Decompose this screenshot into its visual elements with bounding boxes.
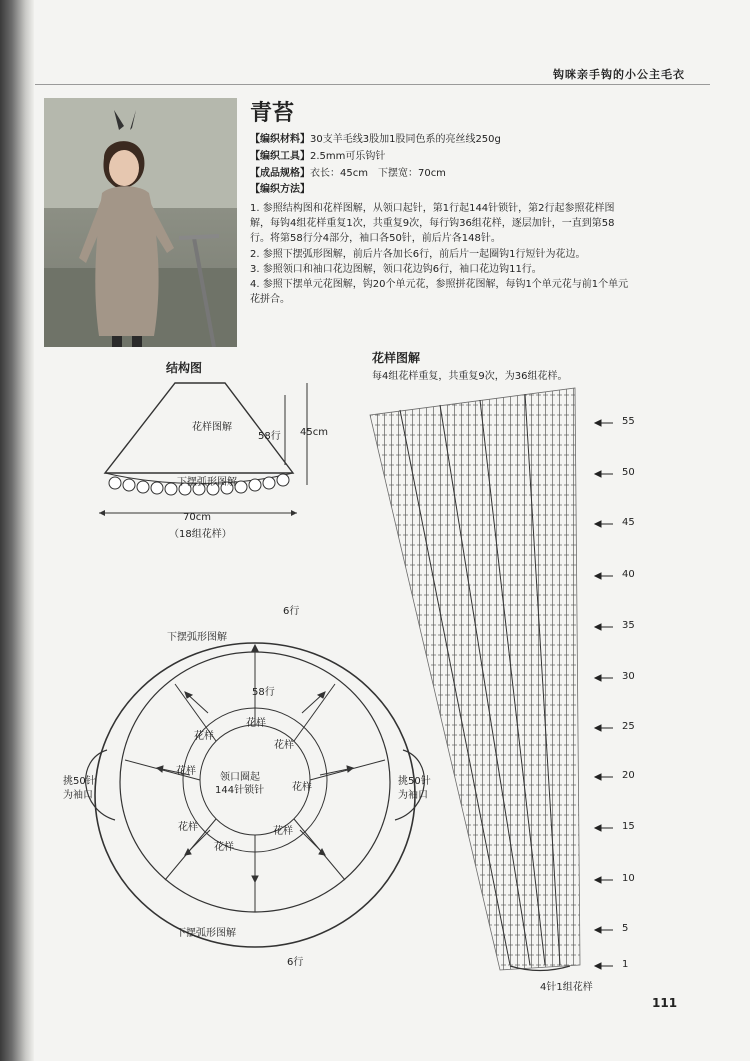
ring-label: 花样 — [194, 731, 214, 742]
neck-center-label-1: 领口圈起 — [220, 772, 260, 783]
bottom-hem-label: 下摆弧形图解 — [176, 928, 236, 939]
book-spine — [0, 0, 34, 1061]
row-arrow-markers — [593, 410, 617, 970]
ring-label: 花样 — [273, 826, 293, 837]
structure-hem-label: 下摆弧形图解 — [177, 477, 237, 488]
top-hem-label: 下摆弧形图解 — [167, 632, 227, 643]
row-label: 10 — [622, 873, 635, 884]
header-rule — [35, 84, 710, 85]
structure-title: 结构图 — [166, 361, 203, 375]
size-value: 衣长：45cm 下摆宽：70cm — [310, 168, 446, 179]
structure-repeats-label: （18组花样） — [169, 529, 232, 540]
left-sleeve-label-1: 挑50针 — [63, 776, 96, 787]
right-sleeve-label-2: 为袖口 — [398, 790, 428, 801]
skirt-structure-diagram — [85, 375, 345, 535]
structure-pattern-label: 花样图解 — [192, 422, 232, 433]
top-rows-label: 6行 — [283, 606, 300, 617]
materials-label: 【编织材料】 — [250, 134, 310, 145]
step-line: 花拼合。 — [250, 294, 290, 306]
ring-label: 花样 — [274, 740, 294, 751]
step-line: 1. 参照结构图和花样图解，从领口起针，第1行起144针锁针，第2行起参照花样图 — [250, 203, 615, 214]
neck-center-label-2: 144针锁针 — [215, 785, 265, 796]
tools-line — [250, 149, 690, 164]
circle-rows-label: 58行 — [252, 687, 275, 698]
tools-label: 【编织工具】 — [250, 151, 310, 162]
row-label: 5 — [622, 923, 629, 934]
page-number: 111 — [652, 996, 678, 1010]
pattern-title: 花样图解 — [372, 351, 421, 365]
ring-label: 花样 — [292, 782, 312, 793]
garment-title: 青苔 — [250, 100, 295, 126]
step-line: 3. 参照领口和袖口花边图解，领口花边钩6行，袖口花边钩11行。 — [250, 263, 542, 275]
method-steps — [250, 201, 690, 307]
book-header: 钩咪亲手钩的小公主毛衣 — [553, 68, 685, 81]
row-label: 30 — [622, 671, 635, 682]
pattern-bottom-label: 4针1组花样 — [540, 982, 593, 993]
method-line — [250, 182, 690, 197]
model-photo — [44, 98, 237, 347]
ring-label: 花样 — [246, 718, 266, 729]
materials-value: 30支羊毛线3股加1股同色系的亮丝线250g — [310, 134, 501, 145]
row-label: 55 — [622, 416, 635, 427]
ring-label: 花样 — [176, 766, 196, 777]
materials-line — [250, 132, 690, 147]
girl-illustration — [44, 98, 237, 347]
structure-length-label: 45cm — [300, 427, 328, 438]
row-label: 35 — [622, 620, 635, 631]
tools-value: 2.5mm可乐钩针 — [310, 151, 386, 162]
ring-label: 花样 — [178, 822, 198, 833]
pattern-note: 每4组花样重复，共重复9次，为36组花样。 — [372, 371, 568, 382]
row-label: 45 — [622, 517, 635, 528]
row-label: 1 — [622, 959, 629, 970]
row-label: 25 — [622, 721, 635, 732]
ring-label: 花样 — [214, 842, 234, 853]
left-sleeve-label-2: 为袖口 — [63, 790, 93, 801]
bottom-rows-label: 6行 — [287, 957, 304, 968]
step-line: 2. 参照下摆弧形图解，前后片各加长6行，前后片一起圈钩1行短针为花边。 — [250, 248, 586, 260]
structure-width-label: 70cm — [183, 512, 211, 523]
row-label: 15 — [622, 821, 635, 832]
structure-rows-label: 58行 — [258, 431, 281, 442]
size-label: 【成品规格】 — [250, 168, 310, 179]
size-line — [250, 166, 690, 181]
step-line: 4. 参照下摆单元花图解，钩20个单元花，参照拼花图解，每钩1个单元花与前1个单元 — [250, 279, 629, 291]
right-sleeve-label-1: 挑50针 — [398, 776, 431, 787]
row-label: 40 — [622, 569, 635, 580]
step-line: 行。将第58行分4部分，袖口各50针，前后片各148针。 — [250, 233, 501, 245]
method-label: 【编织方法】 — [250, 184, 310, 195]
step-line: 解，每钩4组花样重复1次，共重复9次，每行钩36组花样，逐层加针，一直到第58 — [250, 218, 615, 230]
row-label: 20 — [622, 770, 635, 781]
row-label: 50 — [622, 467, 635, 478]
